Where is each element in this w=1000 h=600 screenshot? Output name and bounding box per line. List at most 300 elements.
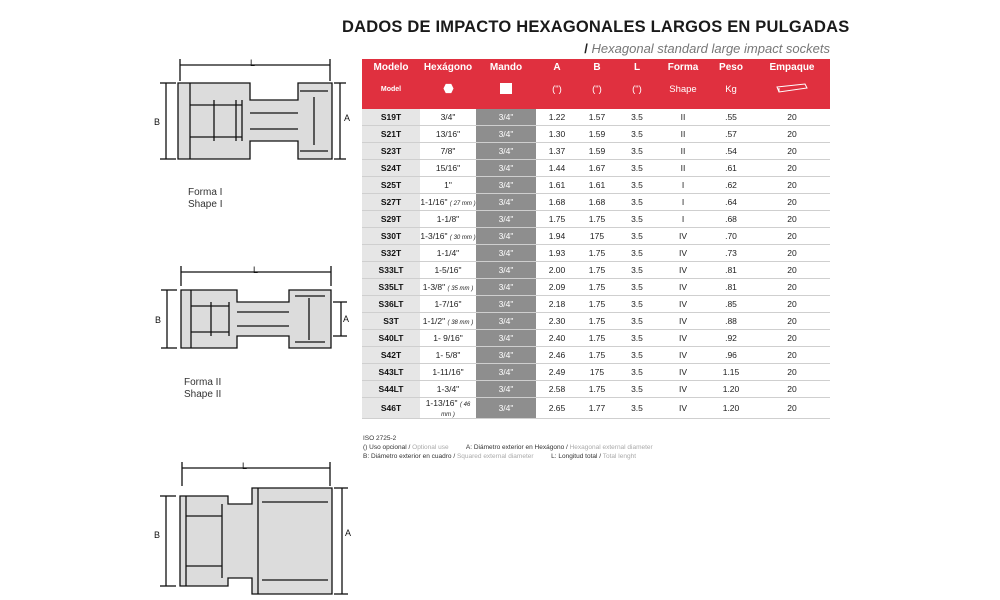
cell-a	[536, 194, 578, 211]
cell-l-text: 3.5	[631, 333, 643, 343]
cell-hex	[420, 245, 476, 262]
cell-hex	[420, 228, 476, 245]
cell-l-text: 3.5	[631, 282, 643, 292]
cell-hex-text: 1-1/4"	[436, 248, 460, 258]
cell-model	[362, 109, 420, 126]
cell-l-text: 3.5	[631, 163, 643, 173]
cell-l	[616, 296, 658, 313]
cell-b	[578, 211, 616, 228]
cell-model	[362, 279, 420, 296]
cell-shape	[658, 126, 708, 143]
col-model-en: Model	[362, 76, 420, 109]
cell-hex	[420, 347, 476, 364]
cell-hex	[420, 177, 476, 194]
cell-drive-text: 3/4"	[498, 214, 514, 224]
cell-pack	[754, 194, 830, 211]
cell-a	[536, 313, 578, 330]
cell-b	[578, 245, 616, 262]
cell-shape-text: IV	[678, 384, 688, 394]
cell-b-text: 1.59	[588, 146, 606, 156]
cell-b-text: 1.75	[588, 350, 606, 360]
cell-shape-text: II	[680, 163, 686, 173]
socket-drawing-shape-2	[155, 262, 355, 362]
cell-hex	[420, 160, 476, 177]
cell-weight	[708, 245, 754, 262]
shape-1-label	[188, 187, 222, 211]
cell-hex-text: 1-3/4"	[436, 384, 460, 394]
cell-model	[362, 313, 420, 330]
cell-model-text: S43LT	[378, 367, 404, 377]
cell-a-text: 2.09	[548, 282, 566, 292]
cell-a	[536, 211, 578, 228]
cell-drive-text: 3/4"	[498, 180, 514, 190]
col-model: Modelo	[362, 59, 420, 76]
cell-a	[536, 143, 578, 160]
cell-drive-text: 3/4"	[498, 403, 514, 413]
dim-l-label: L	[242, 461, 248, 471]
cell-pack	[754, 398, 830, 419]
cell-model	[362, 228, 420, 245]
col-b: B	[578, 59, 616, 76]
package-box-icon	[754, 76, 830, 109]
cell-hex-text: 1-1/8"	[436, 214, 460, 224]
cell-weight-text: .81	[725, 265, 737, 275]
cell-drive	[476, 313, 536, 330]
cell-shape	[658, 194, 708, 211]
cell-b-text: 1.75	[588, 248, 606, 258]
table-row	[362, 228, 830, 245]
cell-b	[578, 177, 616, 194]
cell-drive	[476, 143, 536, 160]
cell-hex-mm: ( 46 mm )	[441, 402, 471, 418]
cell-b	[578, 296, 616, 313]
cell-b-text: 1.75	[588, 265, 606, 275]
cell-l	[616, 381, 658, 398]
cell-a-text: 2.58	[548, 384, 566, 394]
cell-a	[536, 279, 578, 296]
cell-model-text: S36LT	[378, 299, 404, 309]
cell-shape	[658, 364, 708, 381]
cell-drive	[476, 160, 536, 177]
cell-b-text: 1.75	[588, 299, 606, 309]
cell-pack	[754, 126, 830, 143]
cell-shape-text: IV	[678, 367, 688, 377]
col-l: L	[616, 59, 658, 76]
socket-drawing-shape-3	[152, 458, 362, 598]
cell-b	[578, 160, 616, 177]
cell-model-text: S29T	[380, 214, 402, 224]
cell-a	[536, 228, 578, 245]
cell-a-text: 1.75	[548, 214, 566, 224]
cell-drive	[476, 177, 536, 194]
cell-weight-text: .54	[725, 146, 737, 156]
cell-a-text: 1.61	[548, 180, 566, 190]
cell-pack	[754, 296, 830, 313]
cell-weight	[708, 279, 754, 296]
cell-hex-text: 1-7/16"	[434, 299, 462, 309]
cell-a	[536, 381, 578, 398]
cell-weight	[708, 143, 754, 160]
cell-model	[362, 364, 420, 381]
cell-weight-text: .61	[725, 163, 737, 173]
cell-hex-text: 1- 9/16"	[433, 333, 463, 343]
cell-shape	[658, 211, 708, 228]
note-l-en: Total lenght	[602, 453, 636, 460]
cell-shape-text: IV	[678, 231, 688, 241]
cell-hex-text: 1-1/16"	[420, 197, 448, 207]
table-row	[362, 211, 830, 228]
cell-pack-text: 20	[787, 163, 797, 173]
square-drive-icon	[476, 76, 536, 109]
cell-shape	[658, 296, 708, 313]
dim-a-label: A	[345, 528, 352, 538]
cell-b-text: 175	[589, 367, 605, 377]
dim-a-label: A	[344, 113, 351, 123]
cell-shape-text: IV	[678, 248, 688, 258]
cell-b	[578, 279, 616, 296]
cell-b-text: 1.75	[588, 333, 606, 343]
cell-b	[578, 381, 616, 398]
table-row	[362, 364, 830, 381]
cell-drive	[476, 228, 536, 245]
cell-shape-text: IV	[678, 316, 688, 326]
cell-b-text: 1.75	[588, 316, 606, 326]
cell-weight-text: .64	[725, 197, 737, 207]
cell-shape	[658, 398, 708, 419]
cell-shape	[658, 262, 708, 279]
cell-a	[536, 330, 578, 347]
cell-weight-text: .68	[725, 214, 737, 224]
cell-model	[362, 347, 420, 364]
cell-l-text: 3.5	[631, 231, 643, 241]
cell-b-text: 175	[589, 231, 605, 241]
cell-hex-text: 1-5/16"	[434, 265, 462, 275]
cell-a-text: 2.65	[548, 403, 566, 413]
cell-a	[536, 126, 578, 143]
cell-model-text: S42T	[380, 350, 402, 360]
cell-shape	[658, 381, 708, 398]
col-shape: Forma	[658, 59, 708, 76]
cell-l	[616, 211, 658, 228]
cell-hex-text: 15/16"	[435, 163, 461, 173]
cell-pack	[754, 364, 830, 381]
cell-hex-text: 7/8"	[440, 146, 456, 156]
cell-hex	[420, 109, 476, 126]
cell-drive-text: 3/4"	[498, 197, 514, 207]
note-line-2	[363, 452, 653, 461]
cell-drive-text: 3/4"	[498, 299, 514, 309]
cell-shape-text: IV	[678, 299, 688, 309]
cell-b	[578, 364, 616, 381]
table-row	[362, 262, 830, 279]
dim-l-label: L	[253, 265, 259, 275]
cell-hex-text: 1-13/16"	[425, 398, 458, 408]
cell-model-text: S35LT	[378, 282, 404, 292]
cell-pack-text: 20	[787, 350, 797, 360]
cell-weight	[708, 330, 754, 347]
cell-l	[616, 160, 658, 177]
col-hex: Hexágono	[420, 59, 476, 76]
cell-drive	[476, 109, 536, 126]
cell-b	[578, 109, 616, 126]
note-optional-en: Optional use	[412, 444, 449, 451]
cell-pack-text: 20	[787, 214, 797, 224]
col-drive: Mando	[476, 59, 536, 76]
cell-hex-text: 1"	[444, 180, 452, 190]
table-row	[362, 398, 830, 419]
cell-shape-text: II	[680, 146, 686, 156]
cell-hex-mm: ( 27 mm )	[449, 201, 476, 207]
cell-a-text: 1.22	[548, 112, 566, 122]
cell-pack-text: 20	[787, 248, 797, 258]
cell-a-text: 1.93	[548, 248, 566, 258]
cell-shape	[658, 177, 708, 194]
cell-drive-text: 3/4"	[498, 112, 514, 122]
cell-drive-text: 3/4"	[498, 350, 514, 360]
cell-hex	[420, 313, 476, 330]
cell-a	[536, 296, 578, 313]
cell-a-text: 2.00	[548, 265, 566, 275]
cell-shape-text: I	[681, 180, 685, 190]
cell-a	[536, 177, 578, 194]
dim-a-label: A	[343, 314, 350, 324]
cell-model	[362, 177, 420, 194]
page-title: DADOS DE IMPACTO HEXAGONALES LARGOS EN PULGADAS	[342, 18, 850, 36]
cell-a	[536, 347, 578, 364]
cell-pack	[754, 177, 830, 194]
shape-2-label	[184, 377, 221, 401]
shape-2-en: Shape II	[184, 389, 222, 400]
cell-hex	[420, 398, 476, 419]
table-row	[362, 381, 830, 398]
cell-hex-text: 1- 5/8"	[435, 350, 461, 360]
cell-pack	[754, 381, 830, 398]
cell-pack	[754, 245, 830, 262]
cell-drive	[476, 279, 536, 296]
table-row	[362, 245, 830, 262]
cell-hex	[420, 279, 476, 296]
note-b-en: Squared external diameter	[456, 453, 534, 460]
cell-drive	[476, 245, 536, 262]
cell-weight	[708, 364, 754, 381]
cell-hex	[420, 364, 476, 381]
cell-l-text: 3.5	[631, 248, 643, 258]
cell-model-text: S3T	[383, 316, 399, 326]
cell-pack-text: 20	[787, 146, 797, 156]
cell-weight-text: 1.20	[722, 403, 740, 413]
cell-b-text: 1.57	[588, 112, 606, 122]
cell-l-text: 3.5	[631, 316, 643, 326]
cell-a-text: 2.49	[548, 367, 566, 377]
cell-l	[616, 347, 658, 364]
cell-weight	[708, 398, 754, 419]
note-a-en: Hexagonal external diameter	[569, 444, 653, 451]
cell-model	[362, 262, 420, 279]
col-a: A	[536, 59, 578, 76]
cell-shape	[658, 313, 708, 330]
cell-b-text: 1.77	[588, 403, 606, 413]
table-header-row	[362, 59, 830, 76]
cell-weight	[708, 177, 754, 194]
cell-hex	[420, 143, 476, 160]
notes	[363, 434, 653, 461]
cell-pack-text: 20	[787, 384, 797, 394]
cell-l-text: 3.5	[631, 367, 643, 377]
cell-l	[616, 109, 658, 126]
cell-model	[362, 194, 420, 211]
cell-model	[362, 398, 420, 419]
col-a-unit: (")	[536, 76, 578, 109]
cell-weight-text: .92	[725, 333, 737, 343]
cell-b-text: 1.75	[588, 214, 606, 224]
cell-a	[536, 262, 578, 279]
cell-model	[362, 381, 420, 398]
cell-hex-text: 1-1/2"	[422, 316, 446, 326]
cell-model	[362, 245, 420, 262]
shape-1-es: Forma I	[188, 187, 223, 198]
table-row	[362, 160, 830, 177]
cell-weight-text: 1.15	[722, 367, 740, 377]
cell-shape	[658, 330, 708, 347]
specs-table	[362, 59, 830, 419]
cell-hex	[420, 126, 476, 143]
cell-hex	[420, 330, 476, 347]
cell-hex-text: 1-3/16"	[420, 231, 448, 241]
cell-drive	[476, 296, 536, 313]
cell-l-text: 3.5	[631, 214, 643, 224]
cell-model-text: S23T	[380, 146, 402, 156]
cell-drive-text: 3/4"	[498, 231, 514, 241]
cell-shape-text: IV	[678, 265, 688, 275]
cell-hex	[420, 194, 476, 211]
cell-weight	[708, 194, 754, 211]
cell-drive-text: 3/4"	[498, 367, 514, 377]
subtitle-slash: /	[584, 41, 588, 56]
cell-l-text: 3.5	[631, 180, 643, 190]
cell-l-text: 3.5	[631, 197, 643, 207]
dim-b-label: B	[154, 117, 161, 127]
cell-drive	[476, 194, 536, 211]
cell-b-text: 1.75	[588, 282, 606, 292]
cell-shape	[658, 228, 708, 245]
cell-hex	[420, 381, 476, 398]
cell-drive	[476, 330, 536, 347]
cell-l-text: 3.5	[631, 146, 643, 156]
note-a-es: A: Diámetro exterior en Hexágono /	[465, 444, 568, 451]
cell-pack-text: 20	[787, 197, 797, 207]
col-shape-en: Shape	[658, 76, 708, 109]
cell-weight-text: .55	[725, 112, 737, 122]
cell-hex-text: 1-11/16"	[432, 367, 464, 377]
note-optional-es: () Uso opcional /	[363, 444, 411, 451]
cell-shape-text: II	[680, 129, 686, 139]
cell-pack	[754, 228, 830, 245]
cell-l	[616, 194, 658, 211]
cell-drive	[476, 126, 536, 143]
cell-l-text: 3.5	[631, 384, 643, 394]
cell-a-text: 1.37	[548, 146, 566, 156]
cell-drive	[476, 381, 536, 398]
cell-hex-mm: ( 38 mm )	[447, 320, 474, 326]
cell-weight	[708, 296, 754, 313]
cell-hex	[420, 211, 476, 228]
cell-a	[536, 398, 578, 419]
table-subheader-row	[362, 76, 830, 109]
cell-b-text: 1.68	[588, 197, 606, 207]
cell-model-text: S44LT	[378, 384, 404, 394]
cell-shape	[658, 143, 708, 160]
cell-weight-text: .96	[725, 350, 737, 360]
cell-a-text: 2.46	[548, 350, 566, 360]
cell-shape-text: IV	[678, 403, 688, 413]
table-row	[362, 296, 830, 313]
cell-model-text: S19T	[380, 112, 402, 122]
cell-weight-text: .88	[725, 316, 737, 326]
cell-pack-text: 20	[787, 333, 797, 343]
cell-model-text: S46T	[380, 403, 402, 413]
cell-l	[616, 330, 658, 347]
cell-a	[536, 109, 578, 126]
table-row	[362, 330, 830, 347]
cell-l-text: 3.5	[631, 350, 643, 360]
cell-pack-text: 20	[787, 299, 797, 309]
cell-model	[362, 126, 420, 143]
cell-l-text: 3.5	[631, 403, 643, 413]
cell-b-text: 1.67	[588, 163, 606, 173]
cell-drive-text: 3/4"	[498, 384, 514, 394]
cell-model	[362, 330, 420, 347]
note-b-es: B: Diámetro exterior en cuadro /	[363, 453, 456, 460]
cell-l	[616, 398, 658, 419]
cell-drive-text: 3/4"	[498, 316, 514, 326]
cell-a	[536, 160, 578, 177]
table-row	[362, 194, 830, 211]
cell-l	[616, 245, 658, 262]
cell-pack	[754, 347, 830, 364]
cell-b	[578, 143, 616, 160]
cell-shape-text: II	[680, 112, 686, 122]
cell-pack	[754, 143, 830, 160]
cell-shape	[658, 160, 708, 177]
cell-weight	[708, 347, 754, 364]
cell-weight	[708, 381, 754, 398]
cell-hex-text: 13/16"	[435, 129, 461, 139]
cell-a-text: 1.94	[548, 231, 566, 241]
cell-model-text: S30T	[380, 231, 402, 241]
col-pack: Empaque	[754, 59, 830, 76]
cell-model	[362, 296, 420, 313]
cell-model-text: S32T	[380, 248, 402, 258]
cell-l	[616, 364, 658, 381]
cell-l	[616, 177, 658, 194]
cell-pack-text: 20	[787, 316, 797, 326]
col-weight: Peso	[708, 59, 754, 76]
cell-a	[536, 245, 578, 262]
table-row	[362, 177, 830, 194]
cell-drive	[476, 262, 536, 279]
cell-l	[616, 262, 658, 279]
cell-weight-text: .81	[725, 282, 737, 292]
cell-b	[578, 194, 616, 211]
table-row	[362, 143, 830, 160]
cell-model-text: S40LT	[378, 333, 404, 343]
cell-weight-text: .73	[725, 248, 737, 258]
cell-shape	[658, 245, 708, 262]
cell-weight-text: .85	[725, 299, 737, 309]
cell-weight-text: .70	[725, 231, 737, 241]
cell-drive-text: 3/4"	[498, 163, 514, 173]
cell-l-text: 3.5	[631, 112, 643, 122]
